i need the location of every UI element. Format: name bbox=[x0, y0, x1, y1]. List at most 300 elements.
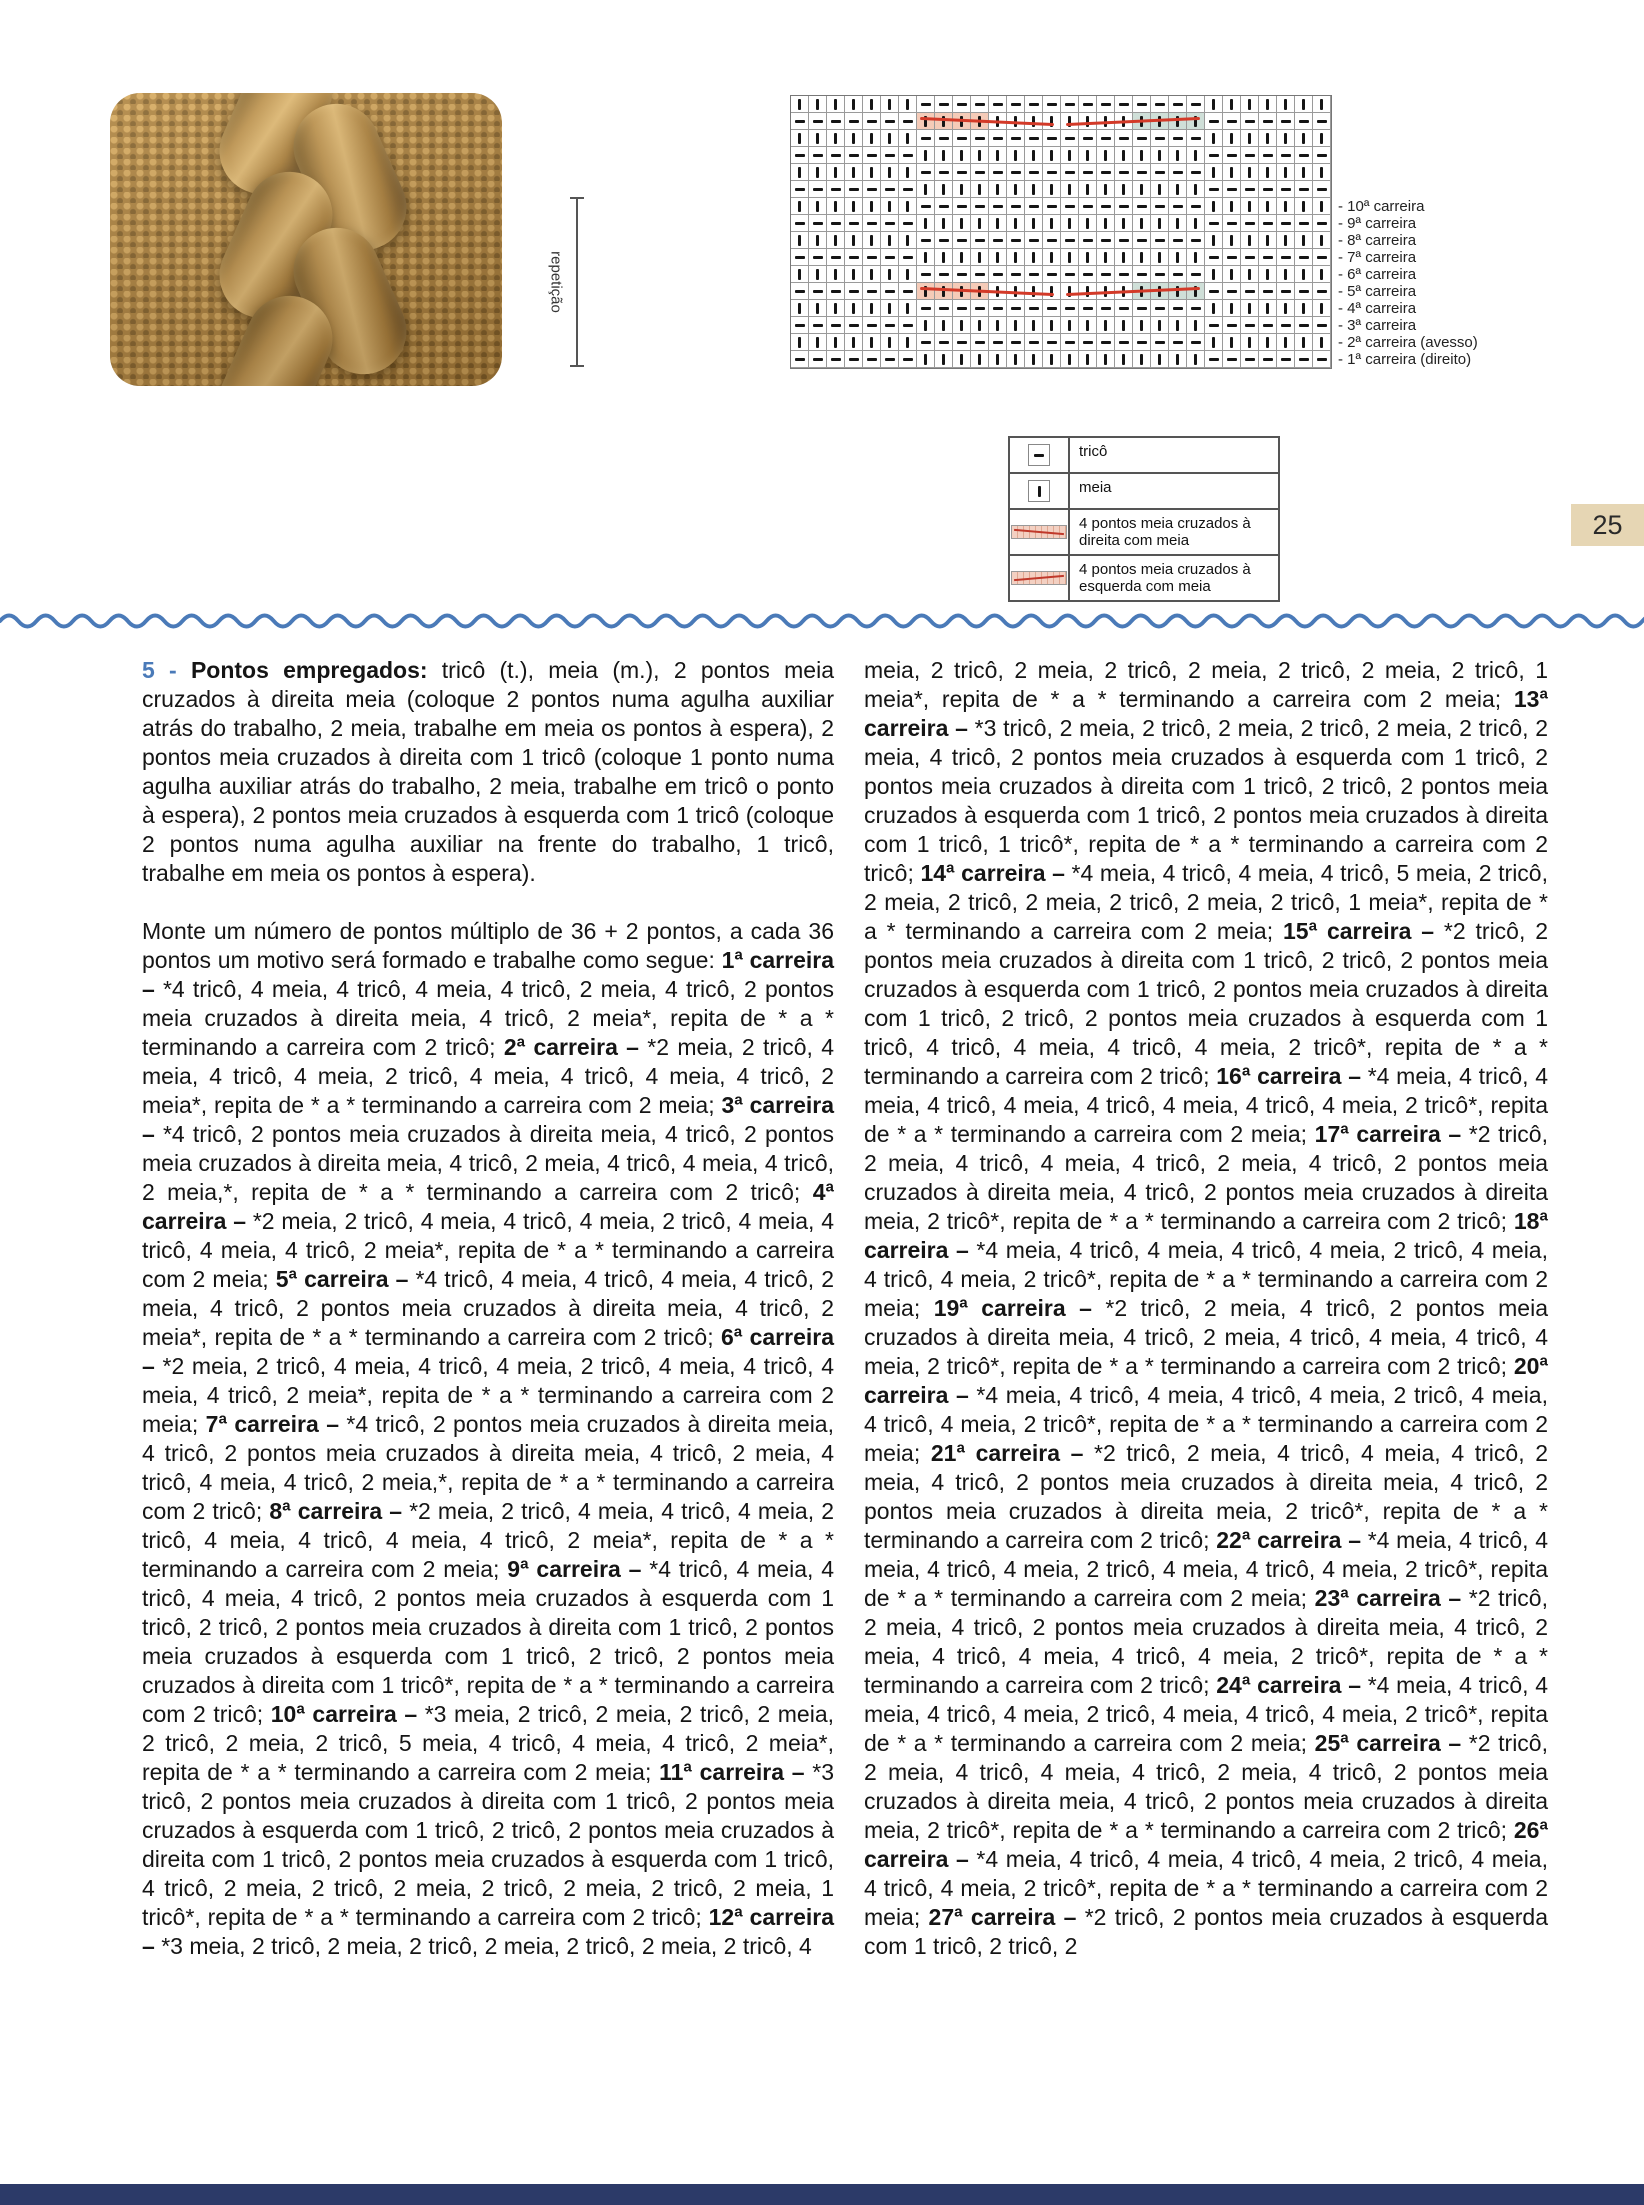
legend-label: 4 pontos meia cruzados à esquerda com meia bbox=[1079, 561, 1251, 595]
chart-cell bbox=[1079, 164, 1097, 181]
chart-cell bbox=[1241, 317, 1259, 334]
chart-cell bbox=[1097, 198, 1115, 215]
trico-symbol bbox=[1173, 341, 1183, 344]
trico-symbol bbox=[885, 358, 895, 361]
meia-symbol bbox=[1086, 184, 1089, 195]
meia-symbol bbox=[942, 150, 945, 161]
trico-symbol bbox=[1101, 239, 1111, 242]
cable-strand bbox=[206, 158, 346, 332]
chart-cell bbox=[1223, 198, 1241, 215]
chart-cell bbox=[791, 249, 809, 266]
chart-cell bbox=[917, 164, 935, 181]
chart-cell bbox=[1277, 283, 1295, 300]
chart-cell bbox=[863, 198, 881, 215]
chart-cell bbox=[989, 147, 1007, 164]
meia-symbol bbox=[1248, 201, 1251, 212]
trico-symbol bbox=[903, 188, 913, 191]
chart-cell bbox=[899, 147, 917, 164]
trico-symbol bbox=[1317, 358, 1327, 361]
meia-symbol bbox=[1230, 235, 1233, 246]
trico-symbol bbox=[831, 324, 841, 327]
chart-cell bbox=[845, 283, 863, 300]
trico-symbol bbox=[921, 205, 931, 208]
meia-symbol bbox=[1212, 99, 1215, 110]
chart-cell bbox=[791, 130, 809, 147]
chart-cell bbox=[917, 283, 935, 300]
trico-symbol bbox=[957, 341, 967, 344]
pattern-text-right-column bbox=[864, 656, 1548, 1961]
chart-cell bbox=[971, 249, 989, 266]
chart-cell bbox=[1043, 351, 1061, 368]
meia-symbol bbox=[1014, 150, 1017, 161]
trico-symbol bbox=[1101, 103, 1111, 106]
trico-symbol bbox=[1245, 290, 1255, 293]
chart-cell bbox=[1079, 198, 1097, 215]
meia-symbol bbox=[1104, 150, 1107, 161]
trico-symbol bbox=[1209, 358, 1219, 361]
chart-cell bbox=[1061, 181, 1079, 198]
chart-cell bbox=[1277, 351, 1295, 368]
meia-symbol bbox=[1014, 184, 1017, 195]
meia-symbol bbox=[1014, 218, 1017, 229]
meia-symbol bbox=[1068, 184, 1071, 195]
chart-cell bbox=[1187, 96, 1205, 113]
chart-cell bbox=[971, 215, 989, 232]
chart-cell bbox=[1313, 96, 1331, 113]
trico-symbol bbox=[993, 239, 1003, 242]
meia-symbol bbox=[924, 252, 927, 263]
chart-cell bbox=[1115, 147, 1133, 164]
meia-symbol bbox=[1122, 218, 1125, 229]
legend-label: 4 pontos meia cruzados à direita com meia bbox=[1079, 515, 1251, 549]
trico-symbol bbox=[867, 324, 877, 327]
chart-cell bbox=[1079, 96, 1097, 113]
trico-symbol bbox=[1209, 120, 1219, 123]
meia-symbol bbox=[1122, 252, 1125, 263]
trico-symbol bbox=[921, 341, 931, 344]
trico-symbol bbox=[849, 188, 859, 191]
chart-cell bbox=[845, 351, 863, 368]
chart-cell bbox=[1043, 130, 1061, 147]
meia-symbol bbox=[1266, 201, 1269, 212]
chart-cell bbox=[1295, 198, 1313, 215]
chart-cell bbox=[1133, 232, 1151, 249]
chart-cell bbox=[845, 130, 863, 147]
trico-symbol bbox=[1299, 154, 1309, 157]
trico-symbol bbox=[867, 154, 877, 157]
trico-symbol bbox=[1119, 205, 1129, 208]
trico-symbol bbox=[903, 154, 913, 157]
chart-legend bbox=[1008, 436, 1280, 602]
meia-symbol bbox=[924, 354, 927, 365]
chart-cell bbox=[1025, 249, 1043, 266]
chart-cell bbox=[971, 147, 989, 164]
chart-cell bbox=[1313, 317, 1331, 334]
trico-symbol bbox=[1263, 256, 1273, 259]
chart-cell bbox=[1007, 96, 1025, 113]
meia-symbol bbox=[888, 133, 891, 144]
chart-cell bbox=[1061, 215, 1079, 232]
trico-symbol bbox=[1281, 324, 1291, 327]
chart-cell bbox=[827, 232, 845, 249]
chart-cell bbox=[1097, 317, 1115, 334]
chart-cell bbox=[1097, 232, 1115, 249]
chart-cell bbox=[1259, 266, 1277, 283]
chart-cell bbox=[827, 164, 845, 181]
trico-symbol bbox=[885, 222, 895, 225]
chart-cell bbox=[1277, 215, 1295, 232]
chart-cell bbox=[809, 113, 827, 130]
trico-symbol bbox=[1317, 324, 1327, 327]
meia-symbol bbox=[852, 269, 855, 280]
trico-symbol bbox=[1191, 205, 1201, 208]
trico-symbol bbox=[1047, 307, 1057, 310]
chart-cell bbox=[1277, 198, 1295, 215]
chart-cell bbox=[1061, 198, 1079, 215]
meia-symbol bbox=[852, 133, 855, 144]
trico-symbol bbox=[885, 120, 895, 123]
footer-bar bbox=[0, 2184, 1644, 2205]
trico-symbol bbox=[1209, 222, 1219, 225]
meia-symbol bbox=[1284, 167, 1287, 178]
meia-symbol bbox=[996, 252, 999, 263]
chart-cell bbox=[1007, 351, 1025, 368]
meia-symbol bbox=[1050, 150, 1053, 161]
chart-cell bbox=[809, 96, 827, 113]
chart-cell bbox=[1205, 198, 1223, 215]
trico-symbol bbox=[1263, 290, 1273, 293]
chart-row-label: - 3ª carreira bbox=[1338, 317, 1417, 334]
trico-symbol bbox=[1011, 307, 1021, 310]
chart-cell bbox=[881, 334, 899, 351]
chart-cell bbox=[1115, 351, 1133, 368]
meia-symbol bbox=[1122, 150, 1125, 161]
chart-cell bbox=[1061, 283, 1079, 300]
trico-symbol bbox=[1155, 307, 1165, 310]
chart-cell bbox=[881, 130, 899, 147]
chart-cell bbox=[1313, 334, 1331, 351]
meia-symbol bbox=[1194, 354, 1197, 365]
chart-cell bbox=[1187, 266, 1205, 283]
chart-cell bbox=[1079, 249, 1097, 266]
chart-grid bbox=[790, 95, 1332, 369]
trico-symbol bbox=[1029, 137, 1039, 140]
trico-symbol bbox=[1263, 222, 1273, 225]
chart-cell bbox=[917, 113, 935, 130]
chart-cell bbox=[809, 181, 827, 198]
trico-symbol bbox=[1065, 205, 1075, 208]
trico-symbol bbox=[1101, 171, 1111, 174]
chart-cell bbox=[881, 249, 899, 266]
meia-symbol bbox=[834, 235, 837, 246]
chart-cell bbox=[1277, 164, 1295, 181]
trico-symbol bbox=[867, 188, 877, 191]
chart-cell bbox=[1313, 232, 1331, 249]
meia-symbol bbox=[888, 167, 891, 178]
chart-cell bbox=[1169, 130, 1187, 147]
chart-cell bbox=[1043, 232, 1061, 249]
chart-cell bbox=[1169, 164, 1187, 181]
chart-cell bbox=[1133, 266, 1151, 283]
trico-symbol bbox=[1173, 205, 1183, 208]
chart-cell bbox=[809, 351, 827, 368]
chart-cell bbox=[1169, 96, 1187, 113]
cable-braid bbox=[215, 93, 415, 386]
chart-cell bbox=[1133, 317, 1151, 334]
meia-symbol bbox=[1068, 252, 1071, 263]
meia-symbol bbox=[1122, 184, 1125, 195]
chart-cell bbox=[1277, 334, 1295, 351]
meia-symbol bbox=[1086, 320, 1089, 331]
chart-cell bbox=[1295, 249, 1313, 266]
trico-symbol bbox=[1083, 341, 1093, 344]
trico-symbol bbox=[939, 273, 949, 276]
chart-cell bbox=[1169, 351, 1187, 368]
chart-cell bbox=[935, 317, 953, 334]
meia-symbol bbox=[1248, 235, 1251, 246]
meia-symbol bbox=[1104, 320, 1107, 331]
trico-symbol bbox=[1281, 154, 1291, 157]
chart-cell bbox=[809, 232, 827, 249]
chart-cell bbox=[845, 266, 863, 283]
chart-cell bbox=[1007, 232, 1025, 249]
meia-symbol bbox=[960, 150, 963, 161]
chart-cell bbox=[1043, 215, 1061, 232]
trico-symbol bbox=[1137, 307, 1147, 310]
meia-symbol bbox=[1032, 184, 1035, 195]
trico-symbol bbox=[1065, 171, 1075, 174]
chart-cell bbox=[1043, 113, 1061, 130]
chart-cell bbox=[1025, 317, 1043, 334]
meia-symbol bbox=[1104, 184, 1107, 195]
meia-symbol bbox=[1248, 167, 1251, 178]
meia-symbol bbox=[906, 133, 909, 144]
chart-cell bbox=[791, 147, 809, 164]
chart-cell bbox=[791, 198, 809, 215]
chart-cell bbox=[935, 215, 953, 232]
trico-symbol bbox=[939, 171, 949, 174]
chart-cell bbox=[1223, 283, 1241, 300]
chart-cell bbox=[1223, 266, 1241, 283]
trico-symbol bbox=[849, 154, 859, 157]
chart-cell bbox=[1241, 198, 1259, 215]
trico-symbol bbox=[1137, 341, 1147, 344]
chart-cell bbox=[1079, 266, 1097, 283]
trico-symbol bbox=[1137, 103, 1147, 106]
chart-cell bbox=[827, 113, 845, 130]
meia-symbol bbox=[1266, 235, 1269, 246]
chart-cell bbox=[935, 283, 953, 300]
meia-symbol bbox=[870, 235, 873, 246]
trico-symbol bbox=[993, 341, 1003, 344]
chart-cell bbox=[1241, 249, 1259, 266]
chart-cell bbox=[1043, 164, 1061, 181]
meia-symbol bbox=[1068, 150, 1071, 161]
chart-cell bbox=[1187, 113, 1205, 130]
chart-cell bbox=[899, 181, 917, 198]
trico-symbol bbox=[957, 171, 967, 174]
chart-cell bbox=[1313, 164, 1331, 181]
trico-symbol bbox=[1047, 137, 1057, 140]
chart-cell bbox=[1007, 198, 1025, 215]
chart-cell bbox=[953, 334, 971, 351]
cable-strand bbox=[206, 282, 346, 386]
trico-symbol bbox=[1317, 256, 1327, 259]
chart-cell bbox=[881, 181, 899, 198]
chart-cell bbox=[1007, 130, 1025, 147]
chart-cell bbox=[863, 283, 881, 300]
trico-symbol bbox=[1209, 188, 1219, 191]
trico-symbol bbox=[975, 205, 985, 208]
chart-cell bbox=[899, 130, 917, 147]
chart-cell bbox=[917, 334, 935, 351]
chart-cell bbox=[1277, 130, 1295, 147]
trico-symbol bbox=[921, 307, 931, 310]
chart-cell bbox=[791, 283, 809, 300]
chart-cell bbox=[1187, 351, 1205, 368]
meia-symbol bbox=[1176, 320, 1179, 331]
chart-cell bbox=[1151, 96, 1169, 113]
meia-symbol bbox=[1248, 99, 1251, 110]
meia-symbol bbox=[816, 235, 819, 246]
chart-cell bbox=[1025, 334, 1043, 351]
chart-cell bbox=[881, 266, 899, 283]
chart-cell bbox=[845, 249, 863, 266]
chart-cell bbox=[1133, 147, 1151, 164]
chart-cell bbox=[1295, 283, 1313, 300]
trico-symbol bbox=[1029, 103, 1039, 106]
trico-symbol bbox=[813, 222, 823, 225]
chart-cell bbox=[917, 215, 935, 232]
chart-cell bbox=[1223, 164, 1241, 181]
chart-cell bbox=[1241, 130, 1259, 147]
chart-cell bbox=[863, 317, 881, 334]
chart-cell bbox=[935, 96, 953, 113]
chart-cell bbox=[1223, 215, 1241, 232]
chart-cell bbox=[1097, 130, 1115, 147]
chart-cell bbox=[1133, 198, 1151, 215]
chart-cell bbox=[863, 147, 881, 164]
pattern-text-left-column bbox=[142, 656, 834, 1961]
trico-symbol bbox=[957, 307, 967, 310]
meia-symbol bbox=[1248, 133, 1251, 144]
chart-cell bbox=[1169, 300, 1187, 317]
meia-symbol bbox=[1158, 218, 1161, 229]
trico-symbol bbox=[1137, 273, 1147, 276]
chart-cell bbox=[1061, 164, 1079, 181]
meia-symbol bbox=[1158, 150, 1161, 161]
chart-cell bbox=[1133, 164, 1151, 181]
chart-cell bbox=[917, 147, 935, 164]
chart-cell bbox=[1205, 300, 1223, 317]
chart-cell bbox=[1061, 334, 1079, 351]
chart-cell bbox=[1025, 147, 1043, 164]
meia-symbol bbox=[834, 133, 837, 144]
chart-cell bbox=[953, 181, 971, 198]
chart-cell bbox=[809, 283, 827, 300]
meia-symbol bbox=[996, 354, 999, 365]
meia-symbol bbox=[1158, 252, 1161, 263]
trico-symbol bbox=[1263, 358, 1273, 361]
chart-cell bbox=[1043, 317, 1061, 334]
chart-cell bbox=[1169, 181, 1187, 198]
chart-cell bbox=[1025, 266, 1043, 283]
meia-symbol bbox=[1320, 167, 1323, 178]
chart-cell bbox=[845, 232, 863, 249]
chart-cell bbox=[1241, 113, 1259, 130]
trico-symbol bbox=[921, 171, 931, 174]
meia-symbol bbox=[1302, 99, 1305, 110]
chart-cell bbox=[809, 215, 827, 232]
chart-cell bbox=[1169, 113, 1187, 130]
meia-symbol bbox=[1086, 150, 1089, 161]
meia-symbol bbox=[906, 99, 909, 110]
chart-cell bbox=[827, 198, 845, 215]
chart-cell bbox=[1043, 198, 1061, 215]
meia-symbol bbox=[1230, 303, 1233, 314]
trico-symbol bbox=[939, 239, 949, 242]
meia-symbol bbox=[1122, 320, 1125, 331]
trico-symbol bbox=[1011, 103, 1021, 106]
trico-symbol bbox=[1281, 256, 1291, 259]
meia-symbol bbox=[1194, 320, 1197, 331]
trico-symbol bbox=[993, 137, 1003, 140]
meia-symbol bbox=[1302, 201, 1305, 212]
trico-symbol bbox=[1119, 103, 1129, 106]
chart-cell bbox=[935, 300, 953, 317]
trico-symbol bbox=[1281, 120, 1291, 123]
chart-cell bbox=[881, 147, 899, 164]
chart-cell bbox=[989, 334, 1007, 351]
trico-symbol bbox=[831, 256, 841, 259]
meia-symbol bbox=[906, 167, 909, 178]
chart-cell bbox=[953, 249, 971, 266]
trico-symbol bbox=[993, 171, 1003, 174]
chart-cell bbox=[1169, 232, 1187, 249]
chart-cell bbox=[827, 147, 845, 164]
trico-symbol bbox=[1209, 290, 1219, 293]
trico-symbol bbox=[795, 120, 805, 123]
chart-cell bbox=[917, 317, 935, 334]
trico-symbol bbox=[939, 103, 949, 106]
chart-cell bbox=[845, 164, 863, 181]
chart-cell bbox=[1223, 232, 1241, 249]
meia-symbol bbox=[1194, 150, 1197, 161]
legend-row bbox=[1010, 554, 1278, 600]
chart-cell bbox=[1007, 215, 1025, 232]
meia-symbol bbox=[1104, 218, 1107, 229]
chart-cell bbox=[1259, 334, 1277, 351]
chart-cell bbox=[1241, 181, 1259, 198]
trico-symbol bbox=[831, 154, 841, 157]
chart-cell bbox=[881, 215, 899, 232]
trico-symbol bbox=[921, 273, 931, 276]
meia-symbol bbox=[924, 320, 927, 331]
trico-symbol bbox=[795, 358, 805, 361]
trico-symbol bbox=[903, 290, 913, 293]
chart-cell bbox=[1259, 317, 1277, 334]
chart-cell bbox=[935, 334, 953, 351]
chart-cell bbox=[899, 232, 917, 249]
meia-symbol bbox=[996, 150, 999, 161]
chart-cell bbox=[1079, 300, 1097, 317]
chart-cell bbox=[1241, 164, 1259, 181]
chart-cell bbox=[1151, 249, 1169, 266]
chart-cell bbox=[1169, 317, 1187, 334]
chart-cell bbox=[1259, 283, 1277, 300]
chart-cell bbox=[917, 181, 935, 198]
paragraph: Monte um número de pontos múltiplo de 36 + 2 pontos, a cada 36 pontos um motivo será formado e trabalhe como segue: 1ª carreira – *4 tricô, 4 meia, 4 tricô, 4 meia, 4 tricô, 2 meia, 4 tricô, 2 pontos meia cruzados à direita meia, 4 tricô, 2 meia*, repita de * a * terminando a carreira com 2 tricô; 2ª carreira – *2 meia, 2 tricô, 4 meia, 4 tricô, 4 meia, 2 tricô, 4 meia, 4 tricô, 4 meia, 4 tricô, 2 meia*, repita de * a * terminando a carreira com 2 meia; 3ª carreira – *4 tricô, 2 pontos meia cruzados à direita meia, 4 tricô, 2 pontos meia cruzados à direita meia, 4 tricô, 2 meia, 4 tricô, 4 meia, 4 tricô, 2 meia,*, repita de * a * terminando a carreira com 2 tricô; 4ª carreira – *2 meia, 2 tricô, 4 meia, 4 tricô, 4 meia, 2 tricô, 4 meia, 4 tricô, 4 meia, 4 tricô, 2 meia*, repita de * a * terminando a carreira com 2 meia; 5ª carreira – *4 tricô, 4 meia, 4 tricô, 4 meia, 4 tricô, 2 meia, 4 tricô, 2 pontos meia cruzados à direita meia, 4 tricô, 2 meia*, repita de * a * terminando a carreira com 2 tricô; 6ª carreira – *2 meia, 2 tricô, 4 meia, 4 tricô, 4 meia, 2 tricô, 4 meia, 4 tricô, 4 meia, 4 tricô, 2 meia*, repita de * a * terminando a carreira com 2 meia; 7ª carreira – *4 tricô, 2 pontos meia cruzados à direita meia, 4 tricô, 2 pontos meia cruzados à direita meia, 4 tricô, 2 meia, 4 tricô, 4 meia, 4 tricô, 2 meia,*, repita de * a * terminando a carreira com 2 tricô; 8ª carreira – *2 meia, 2 tricô, 4 meia, 4 tricô, 4 meia, 2 tricô, 4 meia, 4 tricô, 4 meia, 4 tricô, 2 meia*, repita de * a * terminando a carreira com 2 meia; 9ª carreira – *4 tricô, 4 meia, 4 tricô, 4 meia, 4 tricô, 2 pontos meia cruzados à esquerda com 1 tricô, 2 tricô, 2 pontos meia cruzados à direita com 1 tricô, 2 pontos meia cruzados à esquerda com 1 tricô, 2 tricô, 2 pontos meia cruzados à direita com 1 tricô*, repita de * a * terminando a carreira com 2 tricô; 10ª carreira – *3 meia, 2 tricô, 2 meia, 2 tricô, 2 meia, 2 tricô, 2 meia, 2 tricô, 5 meia, 4 tricô, 4 meia, 4 tricô, 2 meia*, repita de * a * terminando a carreira com 2 meia; 11ª carreira – *3 tricô, 2 pontos meia cruzados à direita com 1 tricô, 2 pontos meia cruzados à esquerda com 1 tricô, 2 tricô, 2 pontos meia cruzados à direita com 1 tricô, 2 pontos meia cruzados à esquerda com 1 tricô, 4 tricô, 2 meia, 2 tricô, 2 meia, 2 tricô, 2 meia, 2 tricô, 2 meia, 1 tricô*, repita de * a * terminando a carreira com 2 tricô; 12ª carreira – *3 meia, 2 tricô, 2 meia, 2 tricô, 2 meia, 2 tricô, 2 meia, 2 tricô, 4 bbox=[142, 918, 835, 1959]
